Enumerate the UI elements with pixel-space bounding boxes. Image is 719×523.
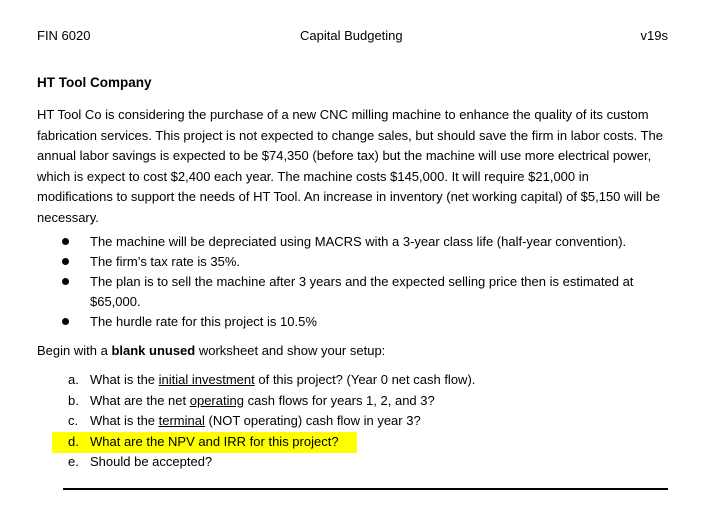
question-item-c: c. What is the terminal (NOT operating) cash flow in year 3? <box>68 413 421 428</box>
bullet-icon <box>62 258 69 265</box>
question-list <box>68 370 668 473</box>
course-code: FIN 6020 <box>37 28 91 43</box>
list-item: The hurdle rate for this project is 10.5% <box>62 312 662 332</box>
version-label: v19s <box>640 28 668 43</box>
question-item-d: d. What are the NPV and IRR for this project? <box>68 432 668 453</box>
instruction-line: Begin with a blank unused worksheet and show your setup: <box>37 343 386 358</box>
bullet-icon <box>62 278 69 285</box>
case-description: HT Tool Co is considering the purchase of a new CNC milling machine to enhance the quality of its custom fabrication services. This project is not expected to change sales, but should save the firm in labor costs. The annual labor savings is expected to be $74,350 (before tax) but the machine will use more electrical power, which is expect to cost $2,400 each year. The machine costs $145,000. It will require $21,000 in modifications to support the needs of HT Tool. An increase in inventory (net working capital) of $5,150 will be necessary. <box>37 107 664 225</box>
bullet-icon <box>62 318 69 325</box>
list-item: The plan is to sell the machine after 3 years and the expected selling price then is estimated at $65,000. <box>62 272 662 312</box>
case-title: HT Tool Company <box>37 75 152 90</box>
page-header <box>37 28 668 46</box>
assumption-list <box>62 232 662 332</box>
list-item: The firm’s tax rate is 35%. <box>62 252 662 272</box>
header-topic: Capital Budgeting <box>300 28 403 43</box>
question-item-a: a. What is the initial investment of this project? (Year 0 net cash flow). <box>68 372 476 387</box>
instruction-emphasis: blank unused <box>111 343 196 358</box>
list-item: The machine will be depreciated using MACRS with a 3-year class life (half-year convention). <box>62 232 662 252</box>
bullet-icon <box>62 238 69 245</box>
question-item-e: e. Should be accepted? <box>68 454 213 469</box>
question-item-b: b. What are the net operating cash flows for years 1, 2, and 3? <box>68 392 435 408</box>
horizontal-divider <box>63 488 668 490</box>
